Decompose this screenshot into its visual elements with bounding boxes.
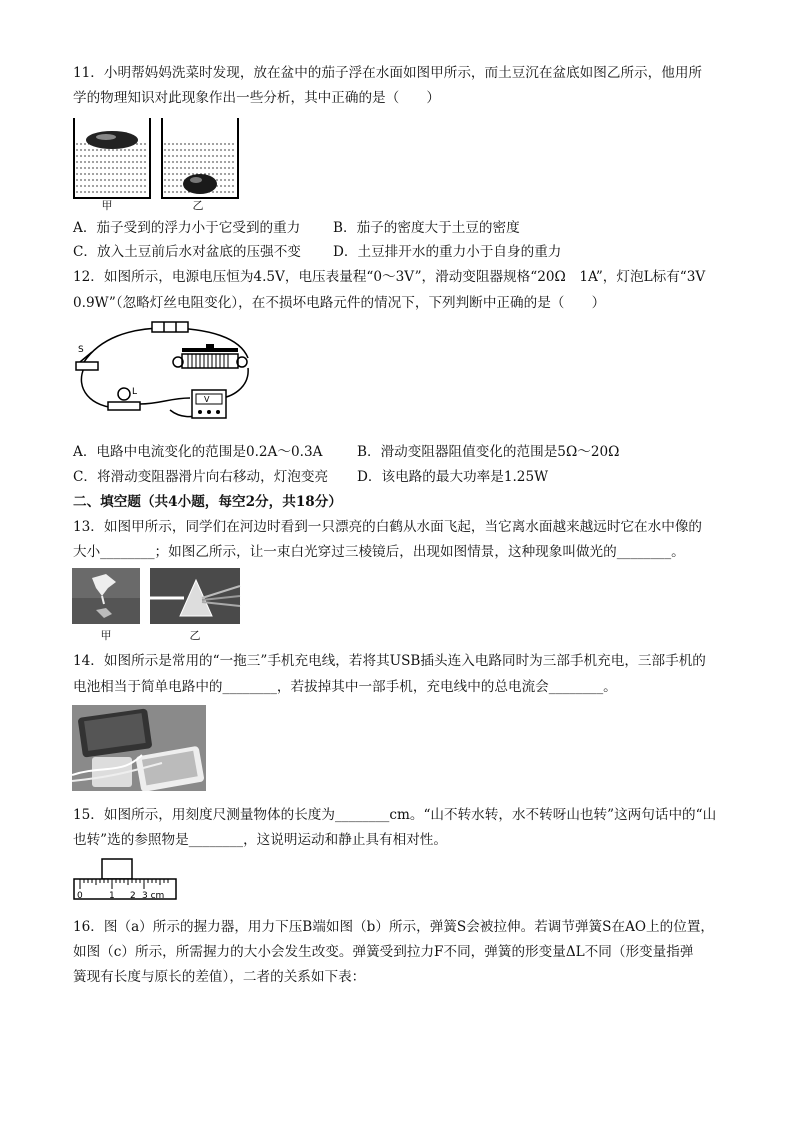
q12-option-b: B．滑动变阻器阻值变化的范围是5Ω～20Ω	[357, 444, 620, 460]
q16-stem-line1: 16．图（a）所示的握力器，用力下压B端如图（b）所示，弹簧S会被拉伸。若调节弹簧S在AO上的位置，	[73, 919, 715, 935]
q12-stem-line1: 12．如图所示，电源电压恒为4.5V，电压表量程“0～3V”，滑动变阻器规格“20Ω 1A”，灯泡L标有“3V	[73, 269, 706, 285]
basin-jia	[74, 118, 150, 198]
q11-option-d: D．土豆排开水的重力小于自身的重力	[333, 244, 562, 260]
q16-stem-line2: 如图（c）所示，所需握力的大小会发生改变。弹簧受到拉力F不同，弹簧的形变量ΔL不同（形变量指弹	[73, 944, 694, 960]
q11-label-yi: 乙	[192, 199, 204, 212]
q15-stem-line2: 也转”选的参照物是________，这说明运动和静止具有相对性。	[73, 832, 447, 848]
q15-figure-ruler	[70, 855, 180, 901]
q11-stem-line2: 学的物理知识对此现象作出一些分析，其中正确的是（ ）	[73, 90, 441, 106]
q15-stem-line1: 15．如图所示，用刻度尺测量物体的长度为________cm。“山不转水转，水不转呀山也转”这两句话中的“山	[73, 807, 717, 823]
q12-option-a: A．电路中电流变化的范围是0.2A～0.3A	[73, 444, 323, 460]
ruler-label-0: 0	[77, 891, 83, 901]
lamp-base-shape	[108, 402, 140, 410]
q14-stem-line2: 电池相当于简单电路中的________，若拔掉其中一部手机，充电线中的总电流会________。	[73, 679, 617, 695]
q11-option-a: A．茄子受到的浮力小于它受到的重力	[73, 220, 301, 236]
q16-stem-line3: 簧现有长度与原长的差值），二者的关系如下表：	[73, 969, 366, 985]
q13-figure-photos	[72, 568, 242, 626]
q11-label-jia: 甲	[101, 199, 113, 212]
q14-stem-line1: 14．如图所示是常用的“一拖三”手机充电线，若将其USB插头连入电路同时为三部手机充电，三部手机的	[73, 653, 706, 669]
q13-label-yi: 乙	[189, 629, 201, 642]
voltmeter-label: V	[204, 395, 210, 404]
q12-option-c: C．将滑动变阻器滑片向右移动，灯泡变亮	[73, 469, 329, 485]
rheostat-shape	[182, 354, 238, 368]
measured-object	[102, 859, 132, 879]
q11-stem-line1: 11．小明帮妈妈洗菜时发现，放在盆中的茄子浮在水面如图甲所示，而土豆沉在盆底如图乙所示，他用所	[73, 65, 703, 81]
q11-option-c: C．放入土豆前后水对盆底的压强不变	[73, 244, 301, 260]
q11-figure-basins	[70, 112, 250, 204]
ruler-label-3: 3 cm	[142, 891, 165, 901]
q13-stem-line2: 大小________；如图乙所示，让一束白光穿过三棱镜后，出现如图情景，这种现象叫做光的________。	[73, 544, 685, 560]
lamp-label: L	[132, 387, 138, 397]
eggplant-shape	[86, 131, 138, 149]
lamp-bulb-shape	[118, 388, 130, 400]
ruler-label-2: 2	[130, 891, 136, 901]
q13-label-jia: 甲	[100, 629, 112, 642]
q12-option-d: D．该电路的最大功率是1.25W	[357, 469, 549, 485]
q14-figure-phones-photo	[72, 705, 207, 791]
q11-option-b: B．茄子的密度大于土豆的密度	[333, 220, 520, 236]
basin-yi	[162, 118, 238, 198]
q13-stem-line1: 13．如图甲所示，同学们在河边时看到一只漂亮的白鹤从水面飞起，当它离水面越来越远时它在水中像的	[73, 519, 703, 535]
switch-label: S	[78, 345, 84, 355]
battery-shape	[152, 322, 188, 332]
q12-stem-line2: 0.9W”（忽略灯丝电阻变化），在不损坏电路元件的情况下，下列判断中正确的是（ ）	[73, 295, 606, 311]
ruler-label-1: 1	[109, 891, 115, 901]
q12-figure-circuit	[70, 318, 255, 436]
section-2-title: 二、填空题（共4小题，每空2分，共18分）	[73, 494, 342, 510]
potato-shape	[183, 174, 217, 194]
switch-shape	[76, 362, 98, 370]
